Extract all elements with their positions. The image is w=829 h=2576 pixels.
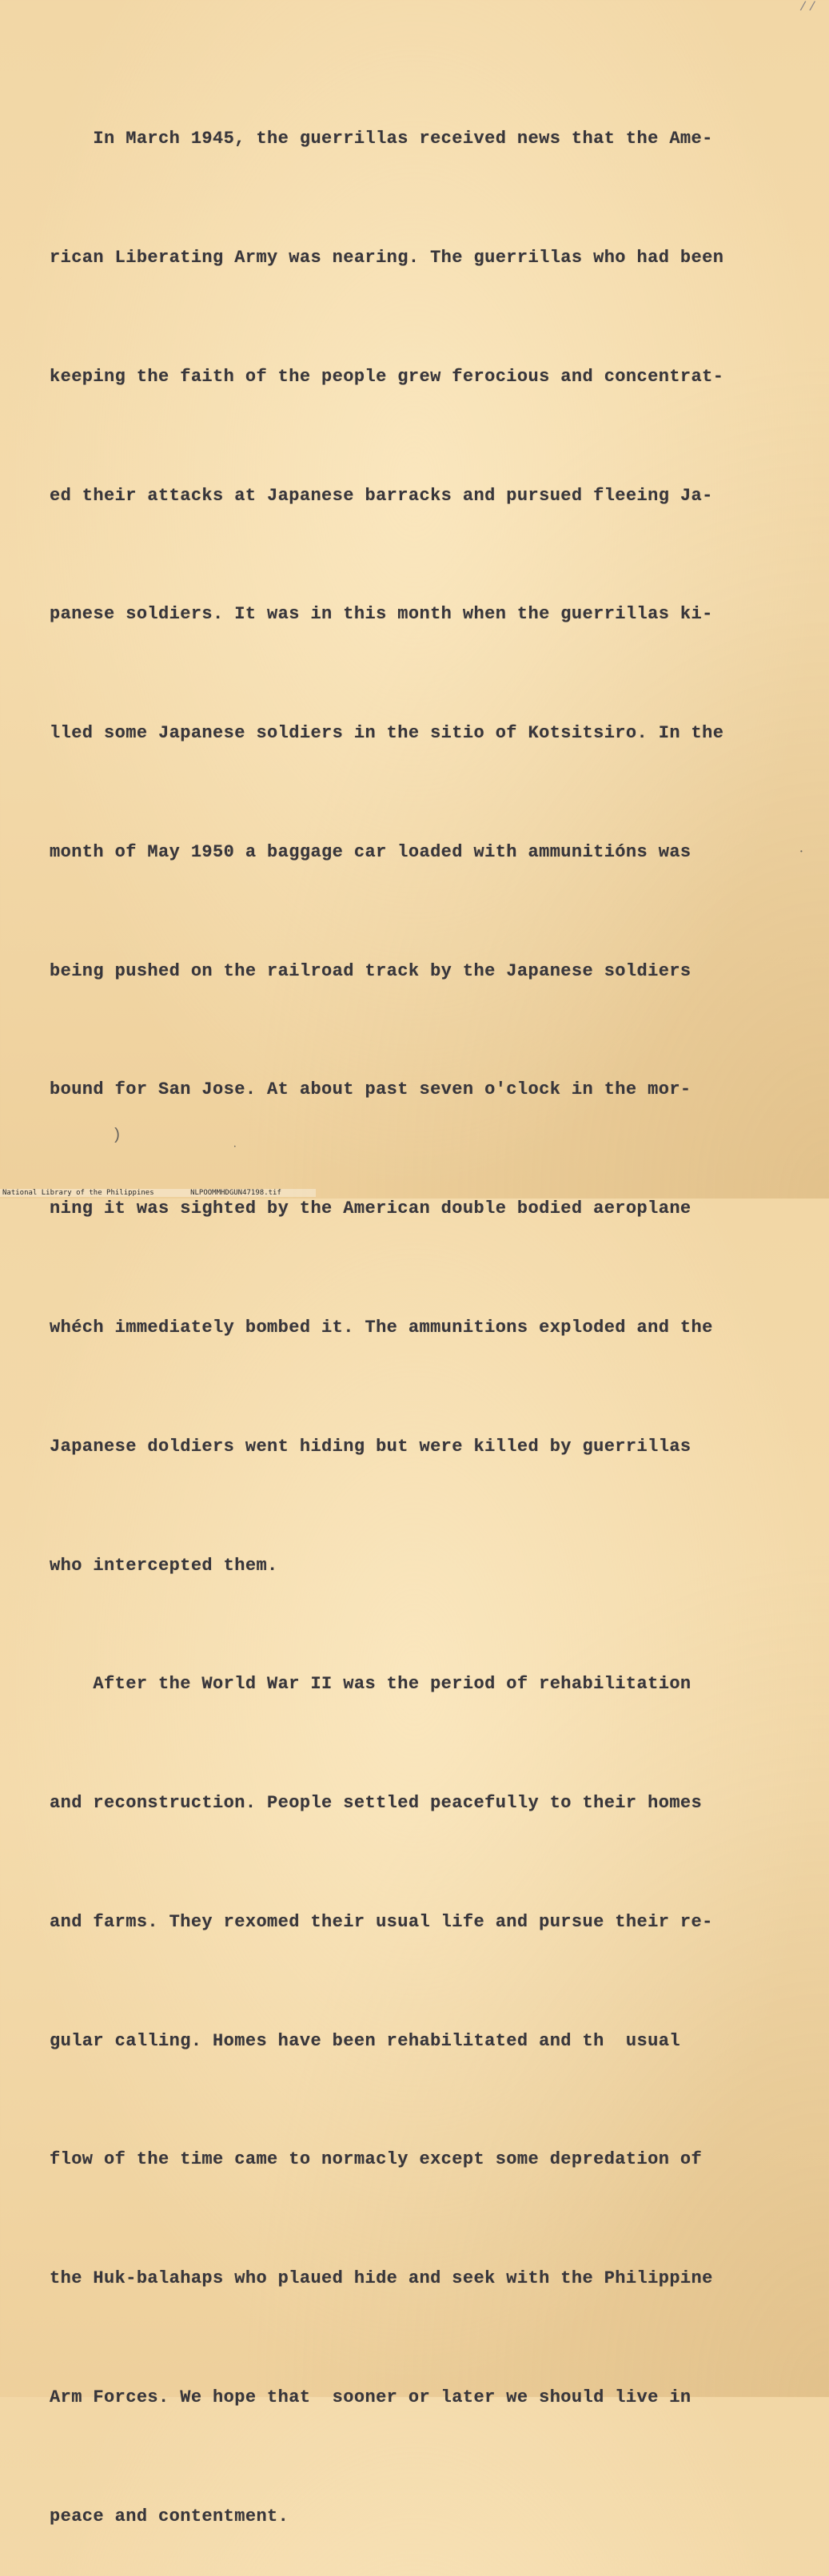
text-line: peace and contentment. (50, 2506, 289, 2526)
text-line: ed their attacks at Japanese barracks and pursued fleeing Ja- (50, 485, 713, 506)
paper-speck: • (233, 1144, 237, 1150)
institution-label: National Library of the Philippines (2, 1189, 154, 1197)
text-line: the Huk-balahaps who plaued hide and seek with the Philippine (50, 2268, 713, 2289)
text-line: and farms. They rexomed their usual life and pursue their re- (50, 1911, 713, 1932)
text-line: keeping the faith of the people grew ferocious and concentrat- (50, 366, 724, 387)
text-line: panese soldiers. It was in this month when the guerrillas ki- (50, 604, 713, 625)
file-name-label: NLPOOMMHDGUN47198.tif (190, 1189, 281, 1197)
text-line: rican Liberating Army was nearing. The guerrillas who had been (50, 247, 724, 268)
text-line: and reconstruction. People settled peacefully to their homes (50, 1793, 703, 1814)
text-line: month of May 1950 a baggage car loaded with ammunitións was (50, 841, 691, 862)
text-line: bound for San Jose. At about past seven o'clock in the mor- (50, 1079, 691, 1100)
document-body (50, 40, 801, 2576)
text-line: lled some Japanese soldiers in the sitio of Kotsitsiro. In the (50, 723, 724, 744)
text-line: In March 1945, the guerrillas received news that the Ame- (50, 129, 713, 149)
text-line: who intercepted them. (50, 1555, 278, 1576)
text-line: Japanese doldiers went hiding but were killed by guerrillas (50, 1436, 691, 1457)
paper-speck: ) (112, 1127, 122, 1145)
text-line: Arm Forces. We hope that sooner or later we should live in (50, 2387, 691, 2408)
text-line: being pushed on the railroad track by the Japanese soldiers (50, 960, 691, 981)
text-line: gular calling. Homes have been rehabilitated and th usual (50, 2030, 680, 2051)
text-line: ning it was sighted by the American double bodied aeroplane (50, 1199, 691, 1219)
text-line: flow of the time came to normacly except some depredation of (50, 2149, 703, 2170)
paper-speck: • (799, 849, 803, 856)
archive-footer (0, 1189, 316, 1197)
page-number: // (799, 0, 818, 14)
text-line: whéch immediately bombed it. The ammunitions exploded and the (50, 1318, 713, 1338)
text-line: After the World War II was the period of rehabilitation (50, 1674, 691, 1695)
